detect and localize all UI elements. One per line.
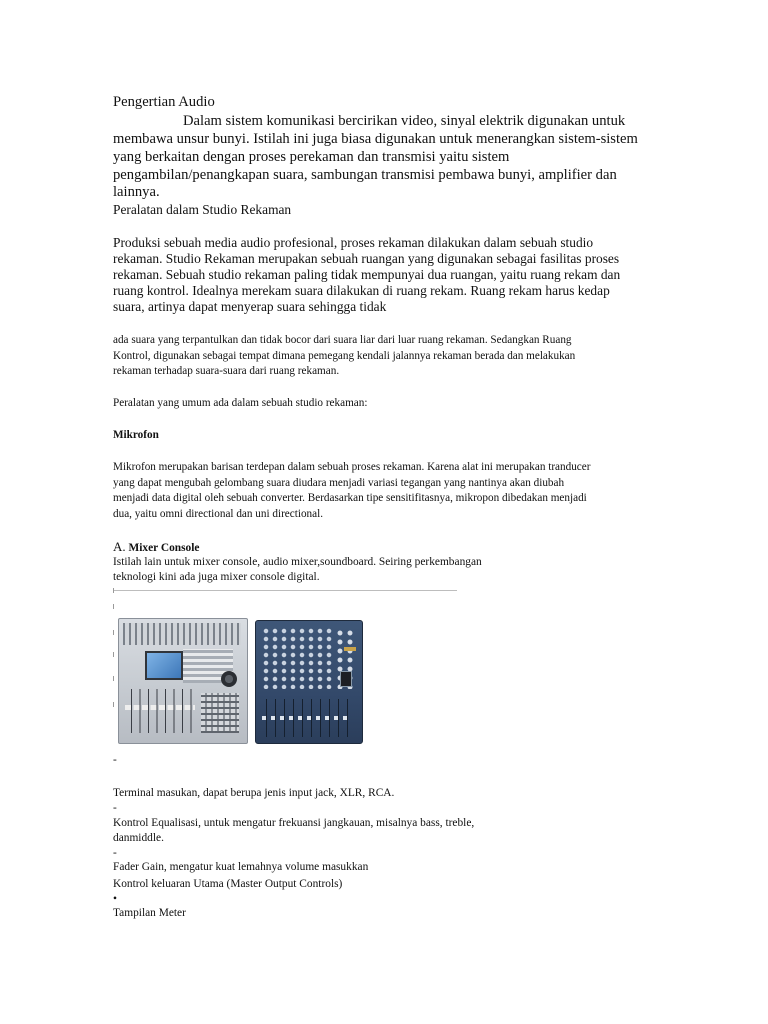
list-item-meter: Tampilan Meter xyxy=(113,907,186,919)
jog-wheel-icon xyxy=(221,671,237,687)
small-line-3: rekaman terhadap suara-suara dari ruang rekaman. xyxy=(113,365,340,377)
studio-line-2: rekaman. Studio Rekaman merupakan sebuah ruangan yang digunakan sebagai fasilitas proses xyxy=(113,251,620,266)
intro-line-3: yang berkaitan dengan proses perekaman dan transmisi yaitu sistem xyxy=(113,149,510,165)
studio-line-5: suara, artinya dapat menyerap suara sehingga tidak xyxy=(113,299,387,314)
studio-line-4: ruang kontrol. Idealnya merekam suara dilakukan di ruang rekam. Ruang rekam harus kedap xyxy=(113,283,610,298)
intro-line-2: membawa unsur bunyi. Istilah ini juga biasa digunakan untuk menerangkan sistem-sistem xyxy=(113,131,638,147)
list-item-equalisasi-cont: danmiddle. xyxy=(113,832,164,844)
horizontal-divider xyxy=(113,590,457,591)
equipment-intro: Peralatan yang umum ada dalam sebuah studio rekaman: xyxy=(113,397,368,409)
list-item-terminal: Terminal masukan, dapat berupa jenis input jack, XLR, RCA. xyxy=(113,787,395,799)
digital-mixer-console-image xyxy=(118,618,248,744)
mixer-heading: Mixer Console xyxy=(128,542,200,554)
list-item-fader: Fader Gain, mengatur kuat lemahnya volume masukkan xyxy=(113,861,369,873)
small-line-1: ada suara yang terpantulkan dan tidak bocor dari suara liar dari luar ruang rekaman. Sedangkan Ruang xyxy=(113,334,572,346)
margin-tick xyxy=(113,588,114,593)
mikrofon-heading: Mikrofon xyxy=(113,429,159,441)
list-item-master-output: Kontrol keluaran Utama (Master Output Controls) xyxy=(113,878,343,890)
mixer-display-screen xyxy=(145,651,183,680)
studio-heading: Peralatan dalam Studio Rekaman xyxy=(113,202,292,217)
heading-pengertian-audio: Pengertian Audio xyxy=(113,94,215,110)
margin-tick xyxy=(113,676,114,681)
margin-tick xyxy=(113,630,114,635)
mikrofon-line-2: yang dapat mengubah gelombang suara diudara menjadi variasi tegangan yang nantinya akan diubah xyxy=(113,477,565,489)
margin-tick xyxy=(113,652,114,657)
list-bullet: • xyxy=(113,893,117,905)
studio-line-1: Produksi sebuah media audio profesional, proses rekaman dilakukan dalam sebuah studio xyxy=(113,235,594,250)
mikrofon-line-1: Mikrofon merupakan barisan terdepan dalam sebuah proses rekaman. Karena alat ini merupakan tranducer xyxy=(113,461,591,473)
mixer-line-1: Istilah lain untuk mixer console, audio mixer,soundboard. Seiring perkembangan xyxy=(113,556,482,568)
margin-tick xyxy=(113,604,114,609)
list-dash-3: - xyxy=(113,847,117,859)
intro-line-5: lainnya. xyxy=(113,184,160,200)
level-meter-icon xyxy=(340,671,352,687)
intro-line-1: Dalam sistem komunikasi bercirikan video, sinyal elektrik digunakan untuk xyxy=(183,113,626,129)
list-item-equalisasi: Kontrol Equalisasi, untuk mengatur frekuansi jangkauan, misalnya bass, treble, xyxy=(113,817,475,829)
analog-mixer-console-image xyxy=(255,620,363,744)
mixer-line-2: teknologi kini ada juga mixer console digital. xyxy=(113,571,320,583)
margin-tick xyxy=(113,702,114,707)
intro-line-4: pengambilan/penangkapan suara, sambungan transmisi pembawa bunyi, amplifier dan xyxy=(113,167,617,183)
list-dash-1: - xyxy=(113,754,117,766)
mikrofon-line-3: menjadi data digital oleh sebuah converter. Berdasarkan tipe sensitifitasnya, mikropon dibedakan menjadi xyxy=(113,492,587,504)
list-dash-2: - xyxy=(113,802,117,814)
mixer-heading-prefix: A. xyxy=(113,539,126,554)
small-line-2: Kontrol, digunakan sebagai tempat dimana pemegang kendali jalannya rekaman berada dan melakukan xyxy=(113,350,576,362)
studio-line-3: rekaman. Sebuah studio rekaman paling tidak mempunyai dua ruangan, yaitu ruang rekam dan xyxy=(113,267,621,282)
mikrofon-line-4: dua, yaitu omni directional dan uni directional. xyxy=(113,508,324,520)
